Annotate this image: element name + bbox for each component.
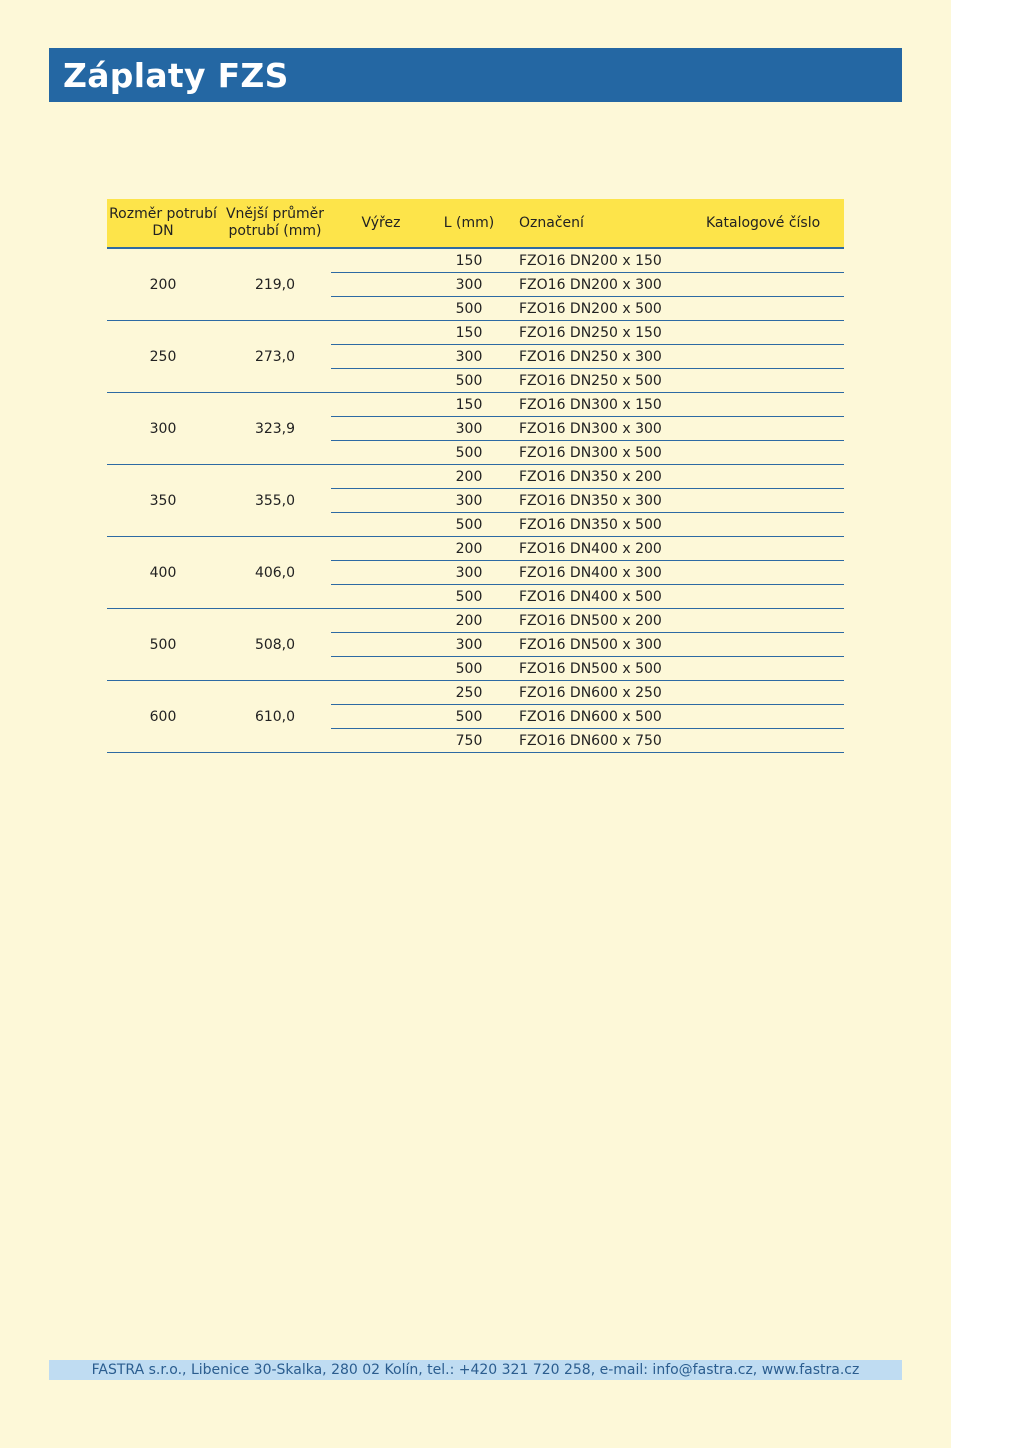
length-cell: 500 [431,657,507,681]
dn-cell: 200 [107,248,219,321]
designation-cell: FZO16 DN300 x 300 [507,417,685,441]
outer-diameter-cell: 355,0 [219,465,331,537]
table-row [107,248,844,273]
dn-cell: 400 [107,537,219,609]
length-cell: 150 [431,248,507,273]
footer-contact: FASTRA s.r.o., Libenice 30-Skalka, 280 02 Kolín, tel.: +420 321 720 258, e-mail: info@fastra.cz, www.fastra.cz [49,1360,902,1380]
catalog-number-cell [685,393,844,417]
cutout-cell [331,585,431,609]
header-dn: Rozměr potrubí DN [107,199,219,248]
designation-cell: FZO16 DN250 x 500 [507,369,685,393]
cutout-cell [331,729,431,753]
designation-cell: FZO16 DN600 x 750 [507,729,685,753]
catalog-number-cell [685,561,844,585]
length-cell: 300 [431,345,507,369]
length-cell: 300 [431,561,507,585]
header-cutout: Výřez [331,199,431,248]
catalog-number-cell [685,609,844,633]
designation-cell: FZO16 DN300 x 500 [507,441,685,465]
outer-diameter-cell: 610,0 [219,681,331,753]
header-outer-diameter: Vnější průměr potrubí (mm) [219,199,331,248]
cutout-cell [331,345,431,369]
header-catalog-number: Katalogové číslo [685,199,844,248]
catalog-number-cell [685,248,844,273]
length-cell: 300 [431,273,507,297]
length-cell: 300 [431,633,507,657]
cutout-cell [331,369,431,393]
length-cell: 500 [431,513,507,537]
cutout-cell [331,297,431,321]
length-cell: 500 [431,585,507,609]
catalog-number-cell [685,369,844,393]
catalog-number-cell [685,537,844,561]
length-cell: 200 [431,537,507,561]
header-designation: Označení [507,199,685,248]
cutout-cell [331,705,431,729]
cutout-cell [331,489,431,513]
designation-cell: FZO16 DN350 x 200 [507,465,685,489]
length-cell: 500 [431,441,507,465]
dn-cell: 600 [107,681,219,753]
designation-cell: FZO16 DN200 x 500 [507,297,685,321]
catalog-number-cell [685,657,844,681]
cutout-cell [331,561,431,585]
dn-cell: 250 [107,321,219,393]
length-cell: 250 [431,681,507,705]
cutout-cell [331,321,431,345]
length-cell: 300 [431,489,507,513]
catalog-number-cell [685,513,844,537]
dn-cell: 300 [107,393,219,465]
catalog-number-cell [685,297,844,321]
dn-cell: 500 [107,609,219,681]
cutout-cell [331,248,431,273]
catalog-number-cell [685,705,844,729]
outer-diameter-cell: 406,0 [219,537,331,609]
designation-cell: FZO16 DN500 x 200 [507,609,685,633]
designation-cell: FZO16 DN400 x 200 [507,537,685,561]
cutout-cell [331,513,431,537]
designation-cell: FZO16 DN600 x 500 [507,705,685,729]
table-row [107,681,844,705]
page-title: Záplaty FZS [63,55,289,95]
cutout-cell [331,273,431,297]
header-row [107,199,844,248]
cutout-cell [331,681,431,705]
table-row [107,537,844,561]
table-row [107,321,844,345]
title-bar [49,48,902,102]
dn-cell: 350 [107,465,219,537]
designation-cell: FZO16 DN250 x 150 [507,321,685,345]
designation-cell: FZO16 DN250 x 300 [507,345,685,369]
table-row [107,609,844,633]
catalog-number-cell [685,273,844,297]
length-cell: 300 [431,417,507,441]
length-cell: 150 [431,393,507,417]
designation-cell: FZO16 DN400 x 500 [507,585,685,609]
length-cell: 500 [431,705,507,729]
cutout-cell [331,609,431,633]
cutout-cell [331,537,431,561]
outer-diameter-cell: 219,0 [219,248,331,321]
table-row [107,393,844,417]
designation-cell: FZO16 DN500 x 300 [507,633,685,657]
table-header [107,199,844,248]
table-row [107,465,844,489]
header-length: L (mm) [431,199,507,248]
length-cell: 200 [431,465,507,489]
cutout-cell [331,441,431,465]
length-cell: 200 [431,609,507,633]
designation-cell: FZO16 DN350 x 300 [507,489,685,513]
cutout-cell [331,465,431,489]
designation-cell: FZO16 DN600 x 250 [507,681,685,705]
catalog-number-cell [685,585,844,609]
designation-cell: FZO16 DN300 x 150 [507,393,685,417]
table-body [107,248,844,753]
designation-cell: FZO16 DN200 x 150 [507,248,685,273]
designation-cell: FZO16 DN350 x 500 [507,513,685,537]
catalog-number-cell [685,633,844,657]
length-cell: 750 [431,729,507,753]
catalog-number-cell [685,489,844,513]
length-cell: 500 [431,297,507,321]
outer-diameter-cell: 508,0 [219,609,331,681]
length-cell: 500 [431,369,507,393]
cutout-cell [331,657,431,681]
catalog-number-cell [685,465,844,489]
catalog-number-cell [685,729,844,753]
catalog-number-cell [685,345,844,369]
product-table [107,199,844,753]
designation-cell: FZO16 DN200 x 300 [507,273,685,297]
catalog-number-cell [685,417,844,441]
cutout-cell [331,417,431,441]
cutout-cell [331,393,431,417]
designation-cell: FZO16 DN400 x 300 [507,561,685,585]
designation-cell: FZO16 DN500 x 500 [507,657,685,681]
length-cell: 150 [431,321,507,345]
catalog-number-cell [685,321,844,345]
catalog-number-cell [685,681,844,705]
outer-diameter-cell: 273,0 [219,321,331,393]
outer-diameter-cell: 323,9 [219,393,331,465]
catalog-number-cell [685,441,844,465]
cutout-cell [331,633,431,657]
